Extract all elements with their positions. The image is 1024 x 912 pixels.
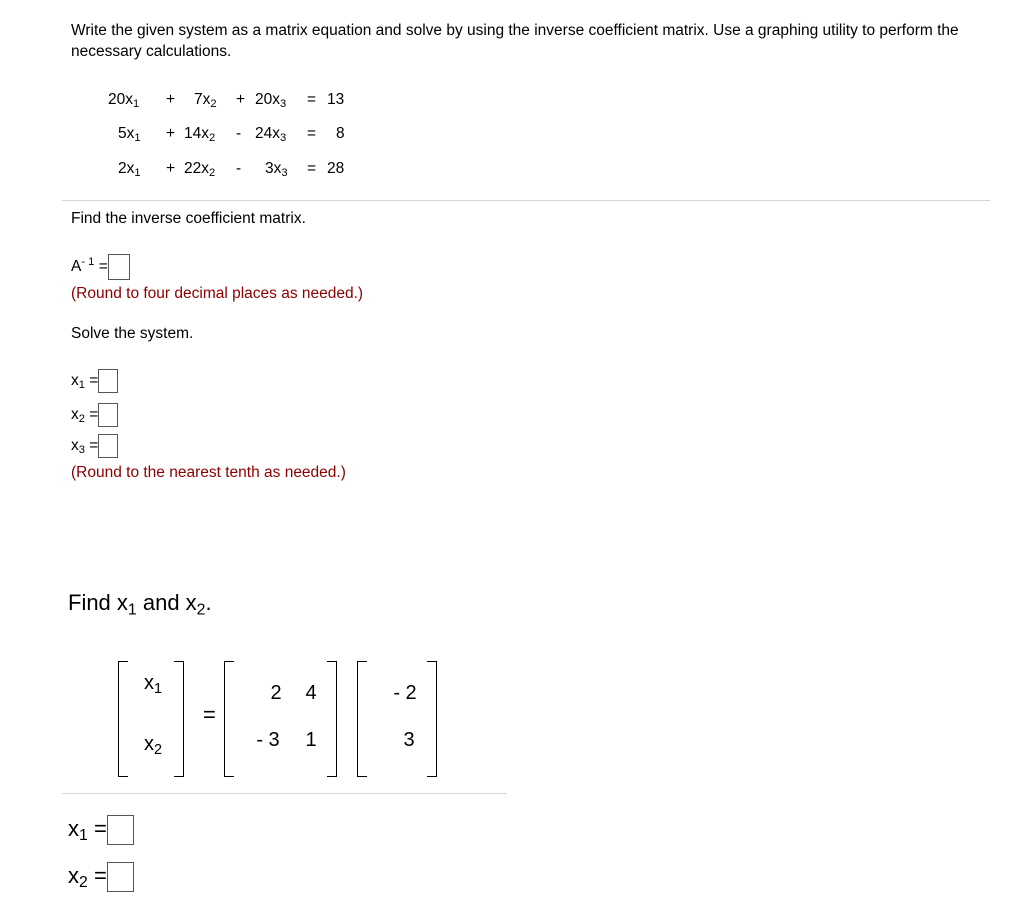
matrix-cell: - 3 [256, 729, 280, 751]
equals-sign: = [93, 815, 107, 841]
operator: + [166, 160, 176, 177]
bracket-right [174, 661, 184, 777]
operator: + [166, 125, 176, 142]
operator: + [166, 91, 176, 108]
term: $22x_2$ [184, 160, 216, 180]
operator: + [236, 91, 246, 108]
rhs-value: 28 [327, 160, 345, 177]
term: $24x_3$ [255, 125, 287, 145]
equals-sign: = [93, 862, 107, 888]
matrix-cell: 2 [270, 682, 282, 704]
part2-x2-answer-row [68, 862, 134, 892]
matrix-var-x1: $x_1$ [143, 672, 162, 698]
bracket-right [327, 661, 337, 777]
rhs-value: 13 [327, 91, 345, 108]
equals-sign: = [89, 406, 99, 424]
var-x: x [68, 815, 79, 841]
equals-sign: = [307, 91, 317, 108]
divider [62, 200, 990, 201]
matrix-cell: 4 [305, 682, 317, 704]
operator: - [236, 160, 242, 177]
subscript: 2 [78, 413, 85, 426]
inverse-label: A [71, 258, 82, 276]
var-x: x [68, 862, 79, 888]
inverse-prompt: Find the inverse coefficient matrix. [71, 210, 306, 227]
problem-prompt: Write the given system as a matrix equation and solve by using the inverse coefficient matrix. Use a graphing utility to perform the necessary calculations. [71, 22, 959, 60]
x3-answer-box[interactable] [98, 434, 118, 458]
inverse-answer-row [71, 254, 130, 280]
equals-sign: = [307, 125, 317, 142]
vector-cell: - 2 [393, 682, 417, 704]
equals-sign: = [89, 437, 99, 455]
bracket-left [118, 661, 128, 777]
term: $14x_2$ [184, 125, 216, 145]
bracket-left [357, 661, 367, 777]
matrix-cell: 1 [305, 729, 317, 751]
term: $7x_2$ [194, 91, 217, 111]
matrix-var-x2: $x_2$ [143, 733, 162, 759]
var-x: x [71, 437, 79, 455]
equals-sign: = [307, 160, 317, 177]
part2-x1-answer-box[interactable] [107, 815, 134, 845]
subscript: 1 [79, 827, 88, 845]
part2-title: Find $x_1$ and $x_2$. [68, 590, 212, 619]
rhs-value: 8 [336, 125, 345, 142]
x2-answer-box[interactable] [98, 403, 118, 427]
subscript: 1 [78, 379, 85, 392]
term: $5x_1$ [118, 125, 141, 145]
term: $3x_3$ [265, 160, 288, 180]
equals-sign: = [98, 258, 108, 276]
bracket-right [427, 661, 437, 777]
equals-sign: = [89, 372, 99, 390]
part2-x2-answer-box[interactable] [107, 862, 134, 892]
x1-answer-box[interactable] [98, 369, 118, 393]
term: $20x_3$ [255, 91, 287, 111]
var-x: x [71, 406, 79, 424]
inverse-answer-box[interactable] [108, 254, 130, 280]
bracket-left [224, 661, 234, 777]
subscript: 3 [78, 444, 85, 457]
operator: - [236, 125, 242, 142]
solve-prompt: Solve the system. [71, 325, 194, 342]
divider [62, 793, 507, 794]
inverse-hint: (Round to four decimal places as needed.) [71, 285, 364, 302]
term: $20x_1$ [108, 91, 140, 111]
solve-hint: (Round to the nearest tenth as needed.) [71, 464, 346, 481]
x3-answer-row [71, 434, 118, 458]
vector-cell: 3 [403, 729, 415, 751]
term: $2x_1$ [118, 160, 141, 180]
var-x: x [71, 372, 79, 390]
x2-answer-row [71, 403, 118, 427]
inverse-exponent: - 1 [81, 255, 95, 268]
equals-sign: = [203, 702, 216, 727]
subscript: 2 [79, 874, 88, 892]
part2-x1-answer-row [68, 815, 134, 845]
x1-answer-row [71, 369, 118, 393]
